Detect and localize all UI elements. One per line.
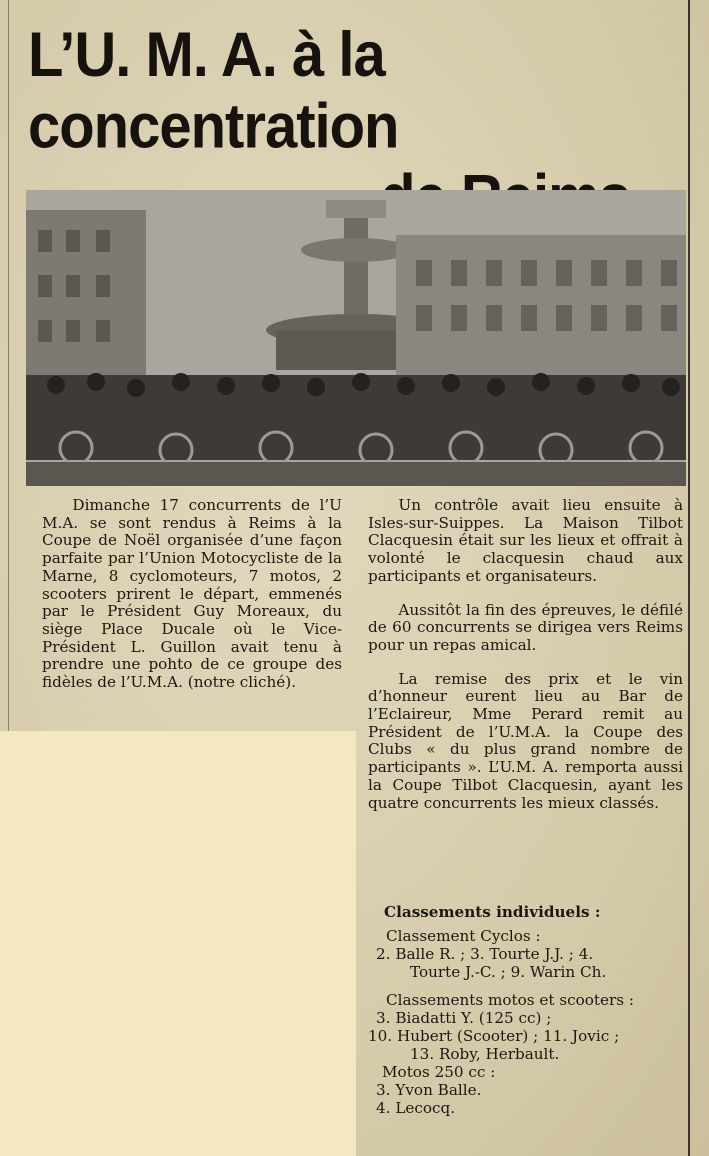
photo-illustration — [26, 190, 686, 486]
cyclos-line-1: 2. Balle R. ; 3. Tourte J.J. ; 4. — [376, 945, 594, 963]
article-paragraph-2: Un contrôle avait lieu ensuite à Isles-sur-Suippes. La Maison Tilbot Clacquesin était sur les lieux et offrait à volonté le clacquesin chaud aux participants et organisateurs. — [368, 496, 683, 585]
motos-header: Classements motos et scooters : — [386, 991, 635, 1009]
article-paragraph-1: Dimanche 17 concurrents de l’U M.A. se sont rendus à Reims à la Coupe de Noël organisée d’une façon parfaite par l’Union Motocycliste de la Marne, 8 cyclomoteurs, 7 motos, 2 scooters prirent le départ, emmenés par le Président Guy Moreaux, du siège Place Ducale où le Vice-Président L. Guillon avait tenu à prendre une pohto de ce groupe des fidèles de l’U.M.A. (notre cliché). — [42, 496, 342, 692]
motos250-header: Motos 250 cc : — [382, 1063, 496, 1081]
headline-line-1: L’U. M. A. à la concentration — [28, 20, 399, 162]
motos-line-1: 3. Biadatti Y. (125 cc) ; — [376, 1009, 552, 1027]
motos-line-2: 10. Hubert (Scooter) ; 11. Jovic ; — [368, 1027, 620, 1045]
motos250-line-2: 4. Lecocq. — [376, 1099, 456, 1117]
group-photo — [26, 190, 686, 486]
blank-patch — [0, 731, 356, 1156]
article-paragraph-4: La remise des prix et le vin d’honneur eurent lieu au Bar de l’Eclaireur, Mme Perard remit au Président de l’U.M.A. la Coupe des Clubs « du plus grand nombre de participants ». L’U.M. A. remporta aussi la Coupe Tilbot Clacquesin, ayant les quatre concurrents les mieux classés. — [368, 669, 683, 812]
motos250-line-1: 3. Yvon Balle. — [376, 1081, 482, 1099]
article-paragraph-3: Aussitôt la fin des épreuves, le défilé de 60 concurrents se dirigea vers Reims pour un repas amical. — [368, 600, 683, 654]
article-column-left — [42, 497, 342, 692]
article-column-right — [368, 497, 683, 812]
results-section — [368, 903, 683, 1117]
column-rule-right — [688, 0, 690, 1156]
results-title: Classements individuels : — [384, 903, 601, 921]
motos-line-3: 13. Roby, Herbault. — [410, 1045, 560, 1063]
cyclos-line-2: Tourte J.-C. ; 9. Warin Ch. — [410, 963, 607, 981]
cyclos-header: Classement Cyclos : — [386, 927, 541, 945]
